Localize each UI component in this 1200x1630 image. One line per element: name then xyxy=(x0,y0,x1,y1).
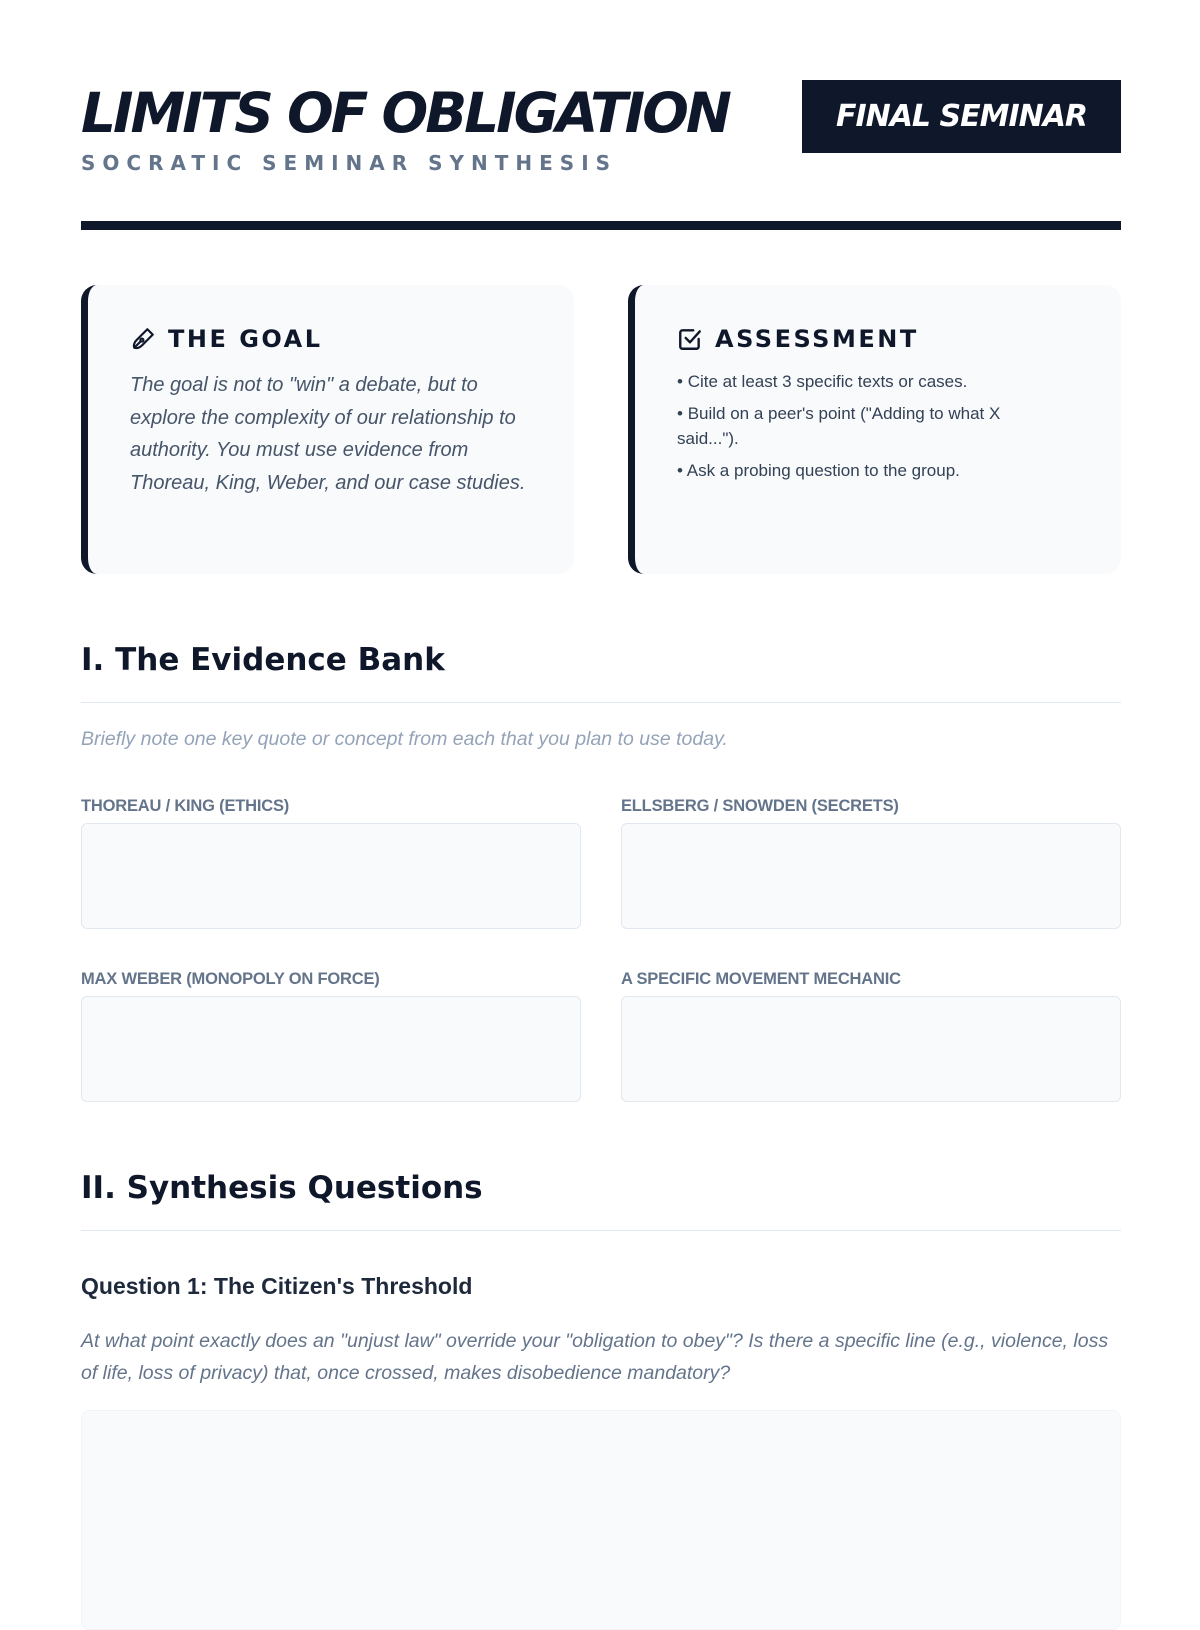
assessment-item: • Cite at least 3 specific texts or cases. xyxy=(677,369,1047,394)
thoreau-king-label: THOREAU / KING (ETHICS) xyxy=(81,797,290,815)
ellsberg-snowden-label: ELLSBERG / SNOWDEN (SECRETS) xyxy=(621,797,899,815)
movement-mechanic-label: A SPECIFIC MOVEMENT MECHANIC xyxy=(621,970,901,988)
header-divider xyxy=(81,221,1121,230)
max-weber-label: MAX WEBER (MONOPOLY ON FORCE) xyxy=(81,970,380,988)
page-subtitle: SOCRATIC SEMINAR SYNTHESIS xyxy=(81,151,618,175)
question-1-title: Question 1: The Citizen's Threshold xyxy=(81,1273,473,1299)
final-seminar-badge: FINAL SEMINAR xyxy=(802,80,1121,153)
pen-nib-icon xyxy=(130,326,156,352)
assessment-item: • Ask a probing question to the group. xyxy=(677,458,1047,483)
assessment-card-title: ASSESSMENT xyxy=(715,325,919,353)
section-divider xyxy=(81,1230,1121,1231)
assessment-card xyxy=(628,285,1121,574)
evidence-instruction: Briefly note one key quote or concept from each that you plan to use today. xyxy=(81,728,728,750)
assessment-item: • Build on a peer's point ("Adding to what X said..."). xyxy=(677,401,1047,451)
movement-mechanic-field[interactable] xyxy=(621,996,1121,1102)
max-weber-field[interactable] xyxy=(81,996,581,1102)
question-1-answer-field[interactable] xyxy=(81,1410,1121,1630)
assessment-list xyxy=(677,369,1047,490)
synthesis-questions-heading: II. Synthesis Questions xyxy=(81,1170,483,1206)
checkbox-icon xyxy=(677,326,703,352)
goal-card-header xyxy=(130,325,323,353)
evidence-bank-heading: I. The Evidence Bank xyxy=(81,642,445,678)
goal-card xyxy=(81,285,574,574)
ellsberg-snowden-field[interactable] xyxy=(621,823,1121,929)
page-title: LIMITS OF OBLIGATION xyxy=(81,81,729,145)
thoreau-king-field[interactable] xyxy=(81,823,581,929)
question-1-prompt: At what point exactly does an "unjust law" override your "obligation to obey"? Is there a specific line (e.g., violence, loss of life, loss of privacy) that, once crossed, makes disobedience mandatory? xyxy=(81,1330,1109,1384)
goal-card-title: THE GOAL xyxy=(168,325,323,353)
section-divider xyxy=(81,702,1121,703)
assessment-card-header xyxy=(677,325,919,353)
goal-text: The goal is not to "win" a debate, but to explore the complexity of our relationship to authority. You must use evidence from Thoreau, King, Weber, and our case studies. xyxy=(130,374,526,494)
